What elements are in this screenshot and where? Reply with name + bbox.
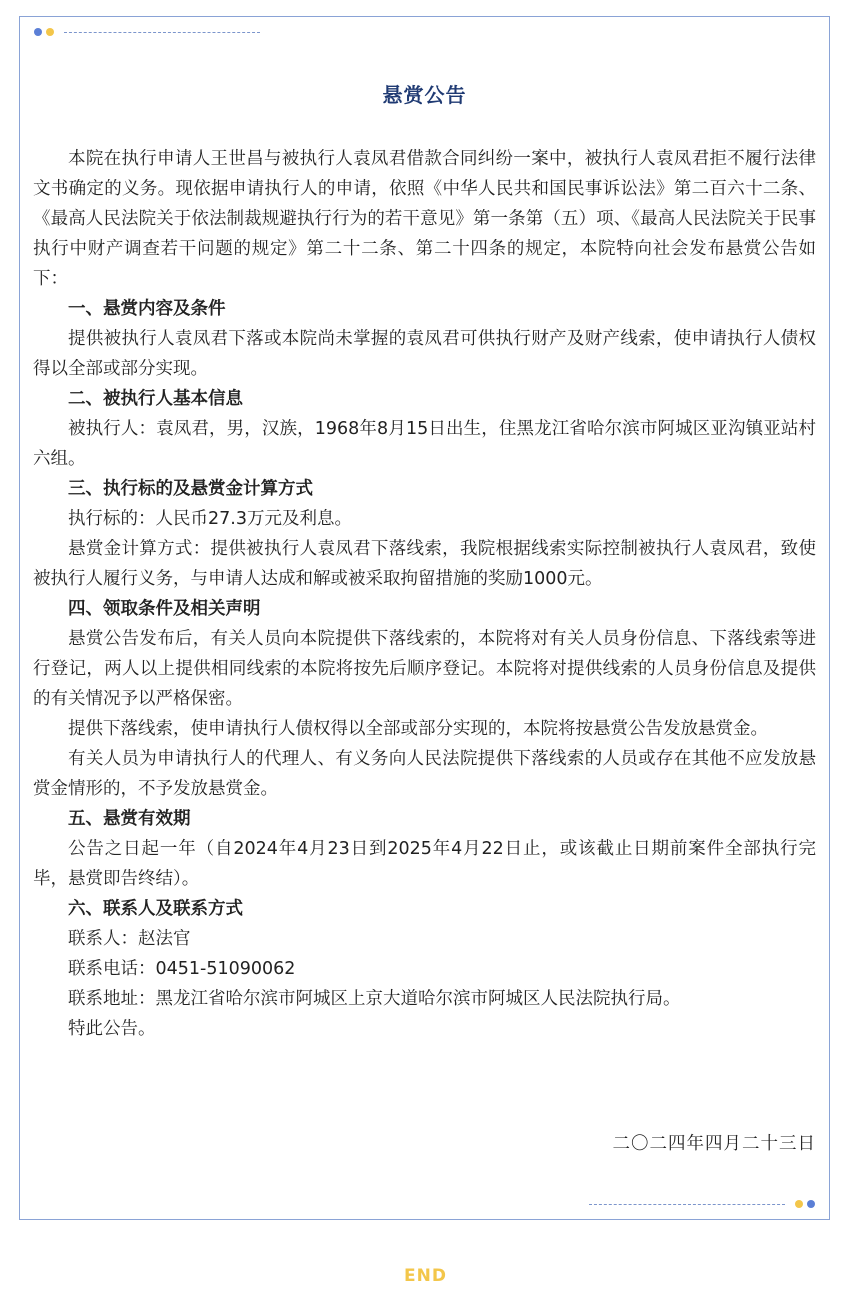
notice-body <box>33 144 816 1044</box>
dashed-divider <box>589 1204 785 1205</box>
closing-statement: 特此公告。 <box>68 1019 156 1039</box>
section-3-paragraph-1: 执行标的：人民币27.3万元及利息。 <box>68 509 352 529</box>
section-4-paragraph-3: 有关人员为申请执行人的代理人、有义务向人民法院提供下落线索的人员或存在其他不应发放悬赏金情形的，不予发放悬赏金。 <box>33 749 816 799</box>
notice-frame <box>19 16 830 1220</box>
section-heading-2: 二、被执行人基本信息 <box>68 389 243 409</box>
dashed-divider <box>64 32 260 33</box>
top-decoration <box>34 28 260 36</box>
section-heading-4: 四、领取条件及相关声明 <box>68 599 261 619</box>
section-heading-5: 五、悬赏有效期 <box>68 809 191 829</box>
blue-dot-icon <box>807 1200 815 1208</box>
contact-phone: 联系电话：0451-51090062 <box>68 959 296 979</box>
section-2-paragraph: 被执行人：袁凤君，男，汉族，1968年8月15日出生，住黑龙江省哈尔滨市阿城区亚沟镇亚站村六组。 <box>33 419 816 469</box>
page-title: 悬赏公告 <box>382 83 467 107</box>
section-3-paragraph-2: 悬赏金计算方式：提供被执行人袁凤君下落线索，我院根据线索实际控制被执行人袁凤君，致使被执行人履行义务，与申请人达成和解或被采取拘留措施的奖励1000元。 <box>33 539 816 589</box>
intro-paragraph: 本院在执行申请人王世昌与被执行人袁凤君借款合同纠纷一案中，被执行人袁凤君拒不履行法律文书确定的义务。现依据申请执行人的申请，依照《中华人民共和国民事诉讼法》第二百六十二条、《最高人民法院关于依法制裁规避执行行为的若干意见》第一条第（五）项、《最高人民法院关于民事执行中财产调查若干问题的规定》第二十二条、第二十四条的规定，本院特向社会发布悬赏公告如下： <box>33 149 816 289</box>
section-heading-6: 六、联系人及联系方式 <box>68 899 243 919</box>
bottom-decoration <box>589 1200 815 1208</box>
section-4-paragraph-2: 提供下落线索，使申请执行人债权得以全部或部分实现的，本院将按悬赏公告发放悬赏金。 <box>68 719 768 739</box>
end-label: END <box>404 1266 447 1286</box>
section-4-paragraph-1: 悬赏公告发布后，有关人员向本院提供下落线索的，本院将对有关人员身份信息、下落线索等进行登记，两人以上提供相同线索的本院将按先后顺序登记。本院将对提供线索的人员身份信息及提供的有关情况予以严格保密。 <box>33 629 816 709</box>
notice-date: 二〇二四年四月二十三日 <box>612 1134 816 1154</box>
section-heading-1: 一、悬赏内容及条件 <box>68 299 226 319</box>
blue-dot-icon <box>34 28 42 36</box>
yellow-dot-icon <box>46 28 54 36</box>
section-1-paragraph: 提供被执行人袁凤君下落或本院尚未掌握的袁凤君可供执行财产及财产线索，使申请执行人债权得以全部或部分实现。 <box>33 329 816 379</box>
contact-person: 联系人：赵法官 <box>68 929 191 949</box>
contact-address: 联系地址：黑龙江省哈尔滨市阿城区上京大道哈尔滨市阿城区人民法院执行局。 <box>68 989 681 1009</box>
section-5-paragraph: 公告之日起一年（自2024年4月23日到2025年4月22日止，或该截止日期前案件全部执行完毕，悬赏即告终结）。 <box>33 839 816 889</box>
yellow-dot-icon <box>795 1200 803 1208</box>
section-heading-3: 三、执行标的及悬赏金计算方式 <box>68 479 313 499</box>
